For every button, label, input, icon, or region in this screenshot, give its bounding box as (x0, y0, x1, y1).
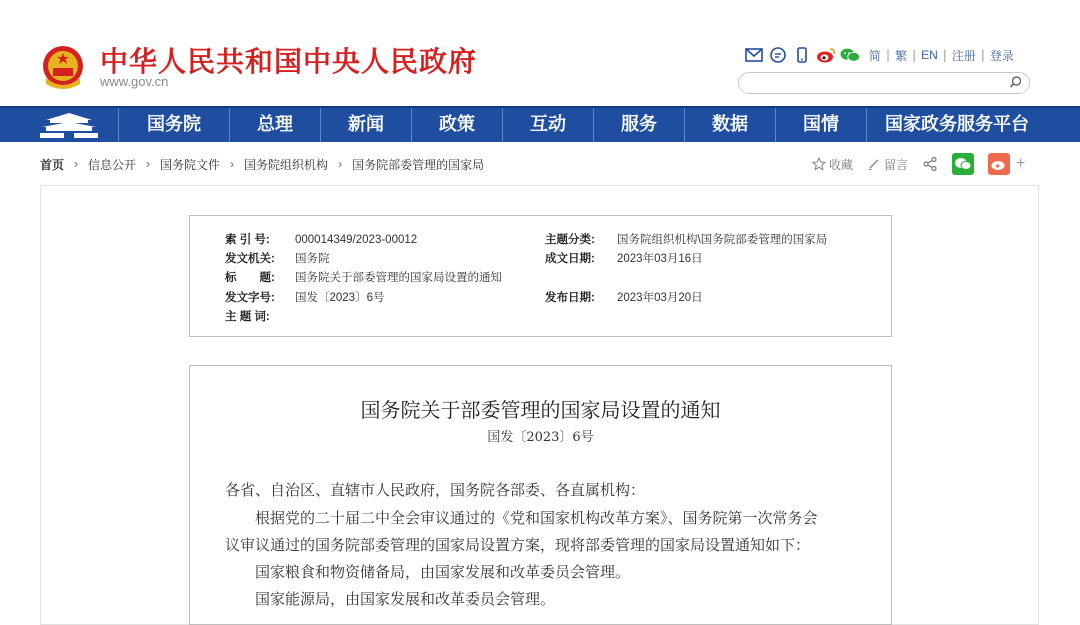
document-title: 国务院关于部委管理的国家局设置的通知 (360, 398, 721, 422)
meta-doc-no (225, 289, 384, 305)
meta-keywords (225, 308, 295, 324)
nav-item-news[interactable]: 新闻 (320, 108, 411, 142)
link-separator: | (942, 48, 947, 62)
meta-doc-no-label: 发文字号: (225, 292, 275, 304)
meta-index-label: 索 引 号: (225, 234, 270, 246)
meta-title (225, 269, 502, 285)
meta-created-value: 2023年03月16日 (617, 253, 703, 265)
link-separator: | (886, 48, 891, 62)
document-metadata (189, 215, 892, 337)
breadcrumb (40, 156, 484, 172)
chevron-right-icon: › (230, 157, 235, 171)
nav-item-premier[interactable]: 总理 (229, 108, 320, 142)
document-paragraph: 国家粮食和物资储备局，由国家发展和改革委员会管理。 (225, 563, 631, 581)
meta-published-label: 发布日期: (545, 292, 595, 304)
breadcrumb-home[interactable]: 首页 (40, 157, 65, 172)
document-paragraph: 各省、自治区、直辖市人民政府，国务院各部委、各直属机构： (225, 481, 646, 499)
wechat-icon[interactable] (840, 45, 860, 65)
site-url[interactable]: www.gov.cn (100, 74, 169, 89)
meta-index (225, 231, 417, 247)
meta-topic-class (545, 231, 827, 247)
link-simplified[interactable]: 简 (869, 48, 882, 63)
weibo-icon[interactable] (816, 45, 836, 65)
nav-items (118, 108, 1047, 142)
nav-item-interaction[interactable]: 互动 (502, 108, 593, 142)
favorite-button[interactable] (812, 156, 853, 173)
link-english[interactable]: EN (921, 48, 938, 62)
mail-icon[interactable] (744, 45, 764, 65)
breadcrumb-state-council-docs[interactable]: 国务院文件 (160, 157, 221, 172)
meta-doc-no-value: 国发〔2023〕6号 (295, 292, 385, 304)
search-input[interactable] (749, 75, 1003, 95)
nav-item-gov-service-platform[interactable]: 国家政务服务平台 (866, 108, 1047, 142)
breadcrumb-info-disclosure[interactable]: 信息公开 (88, 157, 137, 172)
meta-published-value: 2023年03月20日 (617, 292, 703, 304)
meta-index-value: 000014349/2023-00012 (295, 234, 418, 246)
link-separator: | (980, 48, 985, 62)
share-button[interactable] (922, 156, 938, 172)
nav-item-data[interactable]: 数据 (684, 108, 775, 142)
meta-keywords-label: 主 题 词: (225, 311, 270, 323)
nav-item-national-info[interactable]: 国情 (775, 108, 866, 142)
mobile-phone-icon[interactable] (792, 45, 812, 65)
comment-button[interactable] (867, 156, 908, 173)
nav-item-policy[interactable]: 政策 (411, 108, 502, 142)
pencil-icon (867, 157, 881, 171)
main-nav (0, 106, 1080, 142)
link-login[interactable]: 登录 (989, 48, 1014, 63)
star-icon (812, 157, 826, 171)
comment-label: 留言 (884, 157, 909, 172)
chat-bubble-icon[interactable] (768, 45, 788, 65)
link-register[interactable]: 注册 (951, 48, 976, 63)
chevron-right-icon: › (74, 157, 79, 171)
chevron-right-icon: › (146, 157, 151, 171)
meta-created (545, 250, 703, 266)
nav-item-services[interactable]: 服务 (593, 108, 684, 142)
meta-title-label: 标 题: (225, 272, 275, 284)
meta-issuer-label: 发文机关: (225, 253, 275, 265)
site-header (0, 0, 1080, 106)
meta-title-value: 国务院关于部委管理的国家局设置的通知 (295, 272, 502, 284)
favorite-label: 收藏 (829, 157, 854, 172)
meta-published (545, 289, 703, 305)
link-separator: | (912, 48, 917, 62)
site-title[interactable]: 中华人民共和国中央人民政府 (100, 45, 478, 78)
breadcrumb-org[interactable]: 国务院组织机构 (244, 157, 329, 172)
document-paragraph: 议审议通过的国务院部委管理的国家局设置方案，现将部委管理的国家局设置通知如下： (225, 536, 811, 554)
link-traditional[interactable]: 繁 (895, 48, 908, 63)
meta-issuer-value: 国务院 (295, 253, 330, 265)
meta-topic-class-value: 国务院组织机构\国务院部委管理的国家局 (617, 234, 828, 246)
meta-created-label: 成文日期: (545, 253, 595, 265)
meta-topic-class-label: 主题分类: (545, 234, 595, 246)
wechat-share-icon[interactable] (952, 153, 974, 175)
more-share-icon[interactable]: + (1016, 155, 1026, 172)
nav-item-state-council[interactable]: 国务院 (118, 108, 229, 142)
search-icon[interactable] (1009, 75, 1023, 89)
document-paragraph: 国家能源局，由国家发展和改革委员会管理。 (225, 590, 556, 608)
document-body (189, 365, 892, 625)
tiananmen-icon[interactable] (38, 110, 100, 140)
search-box (738, 72, 1030, 94)
top-links (744, 44, 1019, 66)
document-paragraph: 根据党的二十届二中全会审议通过的《党和国家机构改革方案》、国务院第一次常务会 (225, 509, 818, 527)
share-tools (812, 152, 1025, 176)
weibo-share-icon[interactable] (988, 153, 1010, 175)
document-number: 国发〔2023〕6号 (487, 430, 594, 445)
meta-issuer (225, 250, 330, 266)
breadcrumb-current[interactable]: 国务院部委管理的国家局 (352, 157, 485, 172)
share-icon (922, 156, 938, 172)
chevron-right-icon: › (338, 157, 343, 171)
national-emblem-icon[interactable] (40, 44, 86, 92)
